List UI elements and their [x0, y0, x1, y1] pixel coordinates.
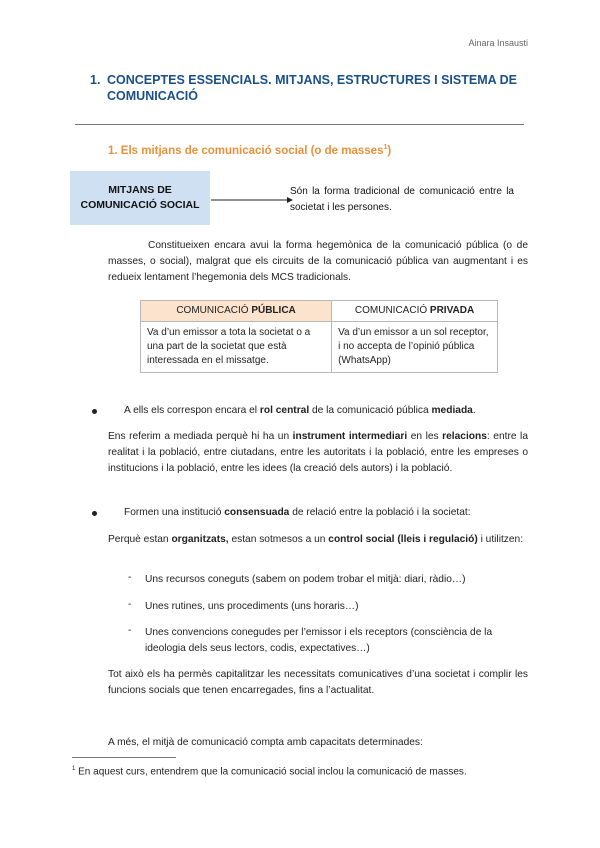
author-name: Ainara Insausti [468, 38, 528, 48]
definition-term-line2: COMUNICACIÓ SOCIAL [80, 199, 200, 211]
footnote-ref-link[interactable]: 1 [383, 144, 388, 151]
definition-term-box [70, 171, 210, 225]
section-divider [75, 124, 524, 125]
list-marker: - [128, 625, 132, 636]
cell-private: Va d’un emissor a un sol receptor, i no accepta de l’opinió pública (WhatsApp) [332, 322, 498, 373]
section-heading [90, 72, 530, 104]
footnote [72, 762, 532, 779]
section-number: 1. [90, 73, 101, 87]
footnote-text: En aquest curs, entendrem que la comunicació social inclou la comunicació de masses. [75, 766, 467, 778]
list-item: Unes rutines, uns procediments (uns horaris…) [145, 601, 359, 612]
bullet-icon [92, 409, 97, 414]
subsection-title: 1. Els mitjans de comunicació social (o de masses [108, 144, 384, 157]
header-public: COMUNICACIÓ PÚBLICA [141, 301, 332, 322]
paragraph-mediated: Ens referim a mediada perquè hi ha un instrument intermediari en les relacions: entre la realitat i la població, entre ciutadans, entre les autoritats i la població, entre les empreses o institucions i la població, entre les idees (la creació dels autors) i la població. [108, 431, 528, 474]
definition-term-line1: MITJANS DE [108, 184, 172, 196]
list-marker: - [128, 599, 132, 610]
definition-description: Són la forma tradicional de comunicació entre la societat i les persones. [290, 186, 514, 213]
footnote-divider [72, 757, 176, 758]
paragraph-organized: Perquè estan organitzats, estan sotmesos a un control social (lleis i regulació) i utilitzen: [108, 534, 524, 545]
paragraph-hegemony: Constitueixen encara avui la forma hegemònica de la comunicació pública (o de masses, o social), malgrat que els circuits de la comunicació pública van augmentant i es redueix lentament l’hegemonia dels MCS tradicionals. [108, 240, 528, 283]
footnote-number: 1 [72, 766, 76, 772]
paragraph-capabilities: A més, el mitjà de comunicació compta amb capacitats determinades: [108, 737, 423, 748]
cell-public: Va d’un emissor a tota la societat o a una part de la societat que està interessada en el missatge. [141, 322, 332, 373]
comparison-table [140, 300, 498, 373]
header-private: COMUNICACIÓ PRIVADA [332, 301, 498, 322]
table-header-row [141, 301, 498, 322]
paragraph-capitalize: Tot això els ha permès capitalitzar les necessitats comunicatives d’una societat i complir les funcions socials que tenen encarregades, fins a l’actualitat. [108, 669, 528, 696]
list-item: Uns recursos coneguts (sabem on podem trobar el mitjà: diari, ràdio…) [145, 574, 466, 585]
bullet-central-role: A ells els correspon encara el rol central de la comunicació pública mediada. [124, 405, 476, 416]
list-item: Unes convencions conegudes per l’emissor i els receptors (consciència de la ideologia dels seus lectors, codis, expectatives…) [145, 627, 493, 654]
table-row [141, 322, 498, 373]
arrow-right-icon [211, 196, 293, 204]
list-marker: - [128, 572, 132, 583]
subsection-heading [108, 144, 391, 157]
section-title: CONCEPTES ESSENCIALS. MITJANS, ESTRUCTURES I SISTEMA DE COMUNICACIÓ [107, 73, 518, 103]
bullet-icon [92, 511, 97, 516]
bullet-institution: Formen una institució consensuada de relació entre la població i la societat: [124, 507, 471, 518]
subsection-title-end: ) [387, 144, 392, 157]
